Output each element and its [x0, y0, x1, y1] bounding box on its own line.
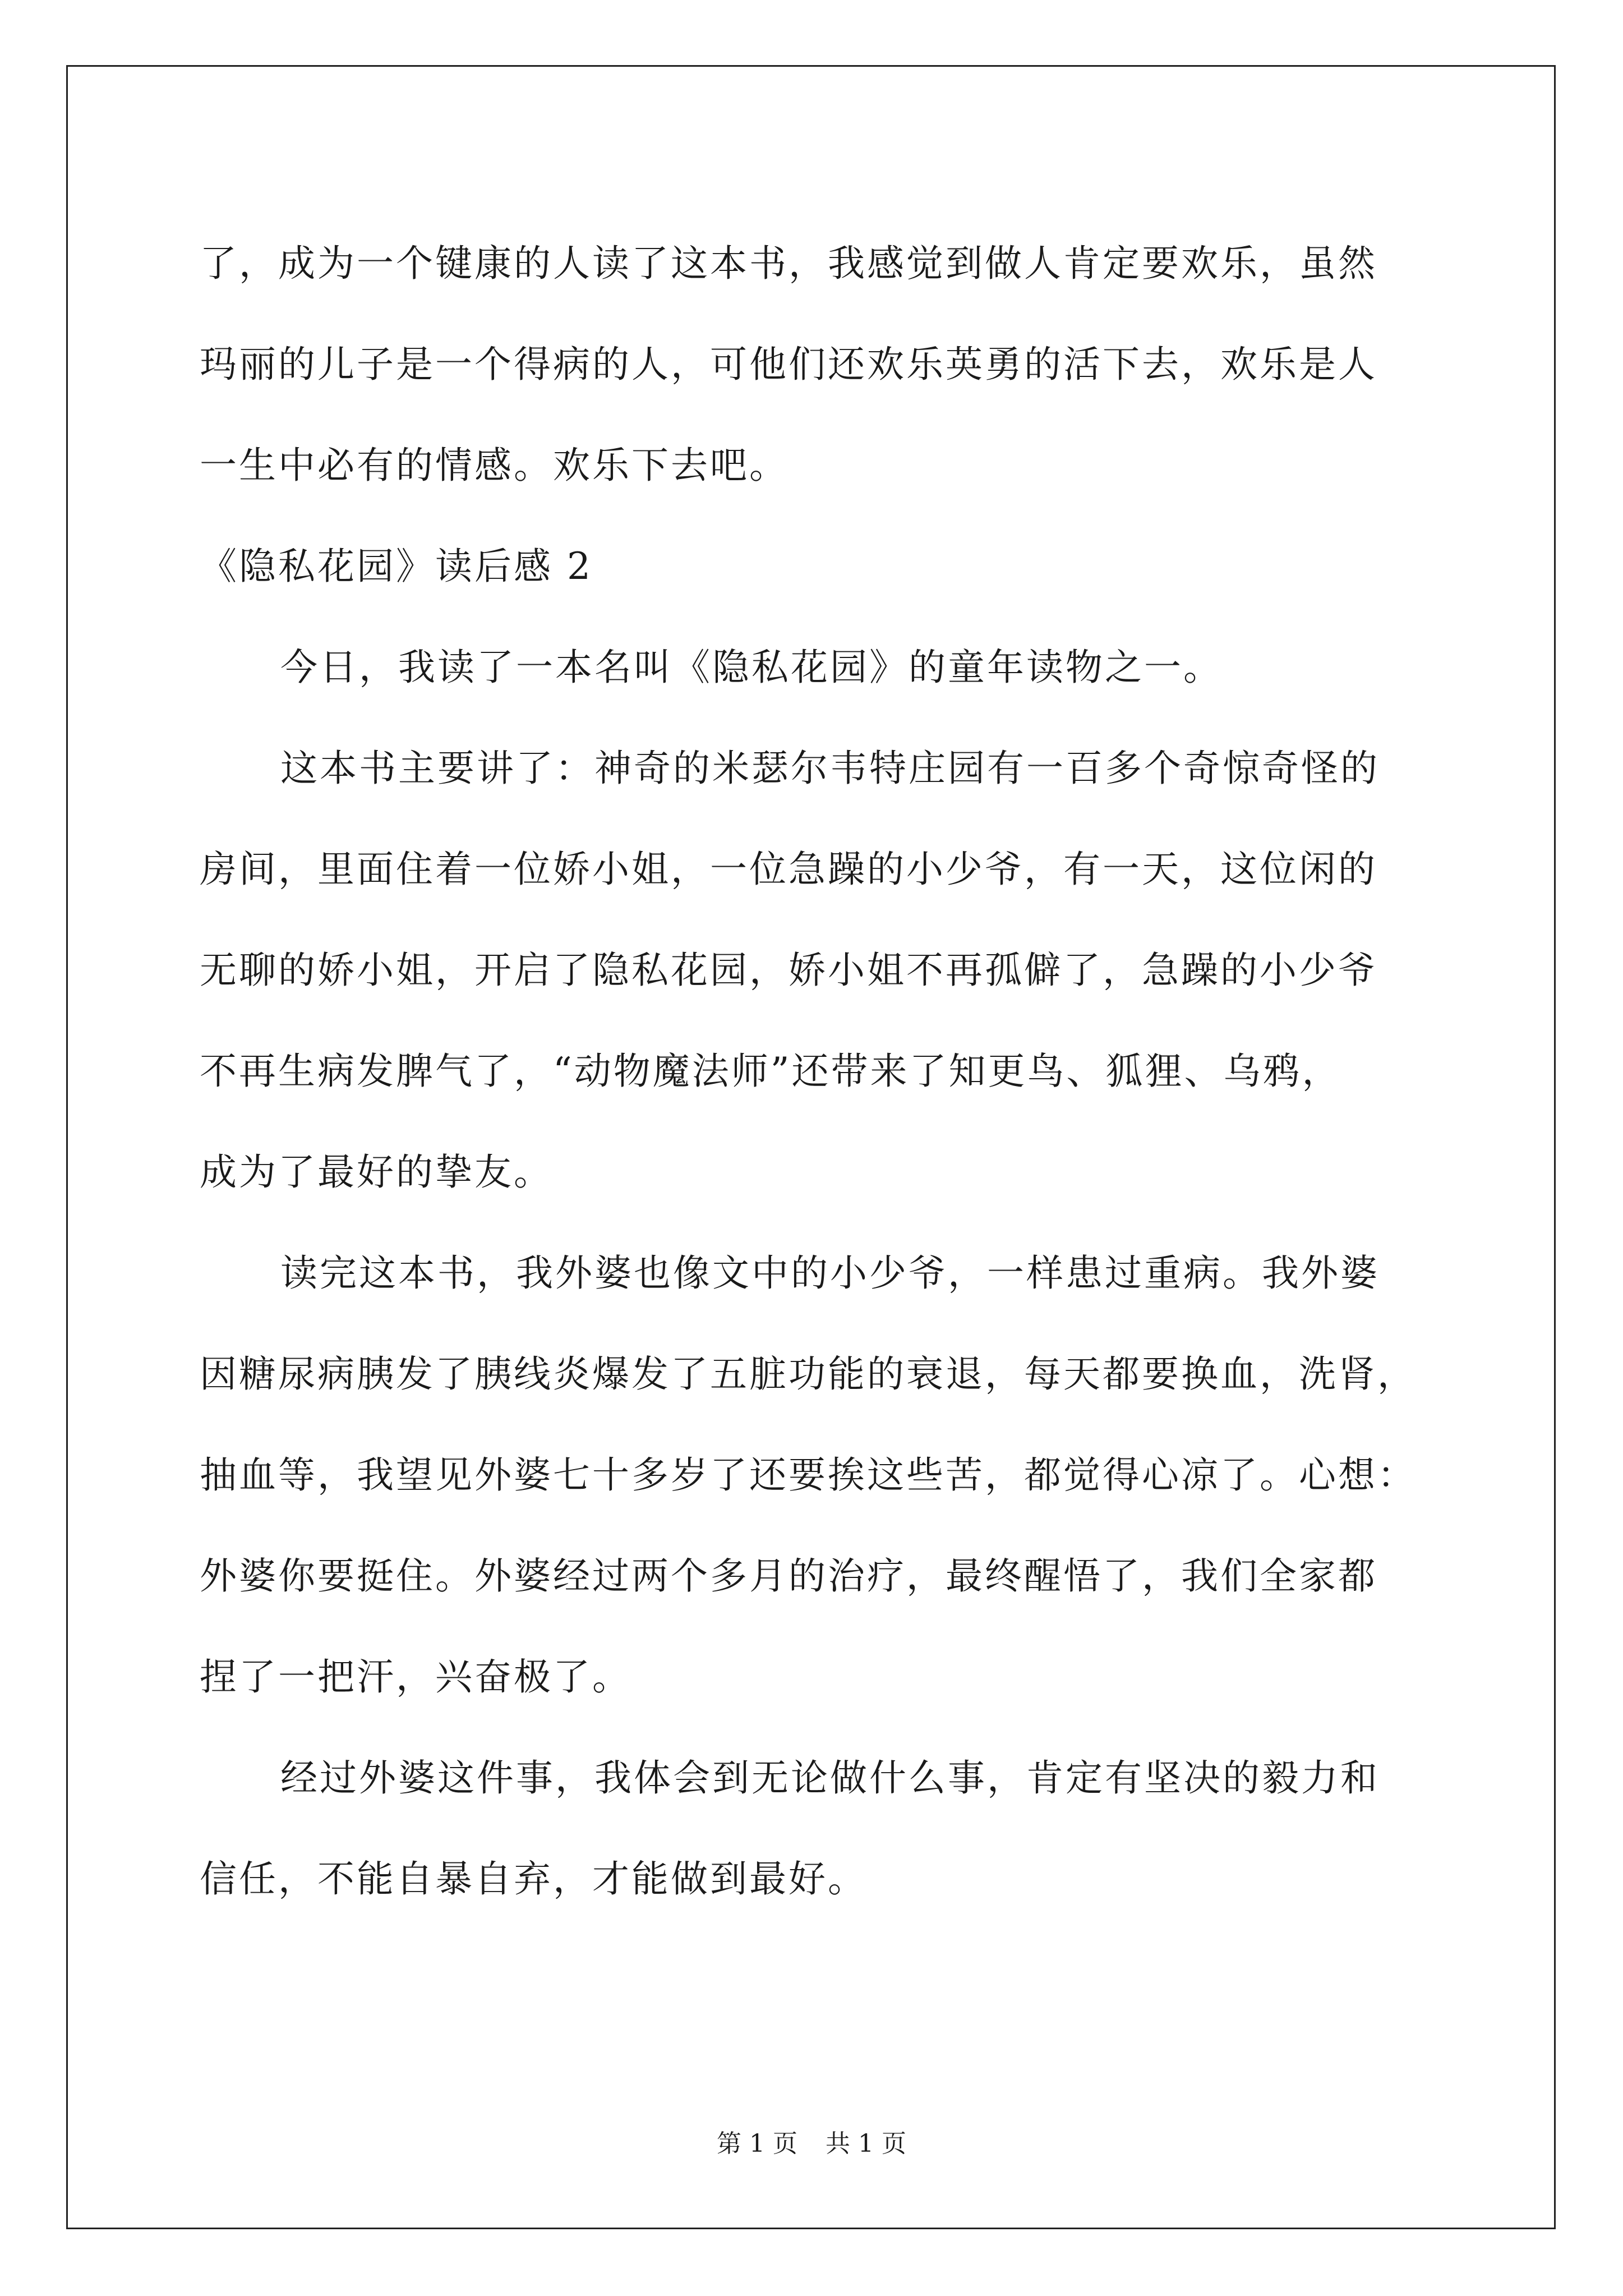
page-total: 共 1 页 [826, 2129, 906, 2158]
section-heading: 《隐私花园》读后感 2 [200, 545, 593, 588]
text-line: 了，成为一个键康的人读了这本书，我感觉到做人肯定要欢乐，虽然 [200, 242, 1377, 285]
text-line: 无聊的娇小姐，开启了隐私花园，娇小姐不再孤僻了，急躁的小少爷 [200, 949, 1377, 992]
text-line: 房间，里面住着一位娇小姐，一位急躁的小少爷，有一天，这位闲的 [200, 848, 1377, 891]
document-body [200, 213, 1433, 1930]
text-line: 不再生病发脾气了，“动物魔法师”还带来了知更鸟、狐狸、乌鸦， [200, 1050, 1341, 1093]
paragraph-first-line: 经过外婆这件事，我体会到无论做什么事，肯定有坚决的毅力和 [280, 1756, 1380, 1800]
text-line: 捏了一把汗，兴奋极了。 [200, 1655, 631, 1699]
text-line: 抽血等，我望见外婆七十多岁了还要挨这些苦，都觉得心凉了。心想： [200, 1453, 1417, 1497]
text-line: 信任，不能自暴自弃，才能做到最好。 [200, 1857, 867, 1901]
text-line: 成为了最好的挚友。 [200, 1151, 553, 1194]
text-line: 玛丽的儿子是一个得病的人，可他们还欢乐英勇的活下去，欢乐是人 [200, 343, 1377, 386]
paragraph-first-line: 这本书主要讲了：神奇的米瑟尔韦特庄园有一百多个奇惊奇怪的 [280, 747, 1380, 790]
page-footer [0, 2127, 1623, 2161]
page-number: 第 1 页 [717, 2129, 797, 2158]
text-line: 因糖尿病胰发了胰线炎爆发了五脏功能的衰退，每天都要换血，洗肾， [200, 1352, 1417, 1396]
text-line: 外婆你要挺住。外婆经过两个多月的治疗，最终醒悟了，我们全家都 [200, 1554, 1377, 1598]
paragraph-first-line: 读完这本书，我外婆也像文中的小少爷，一样患过重病。我外婆 [280, 1251, 1380, 1295]
text-line: 一生中必有的情感。欢乐下去吧。 [200, 444, 789, 487]
paragraph-first-line: 今日，我读了一本名叫《隐私花园》的童年读物之一。 [280, 646, 1223, 689]
